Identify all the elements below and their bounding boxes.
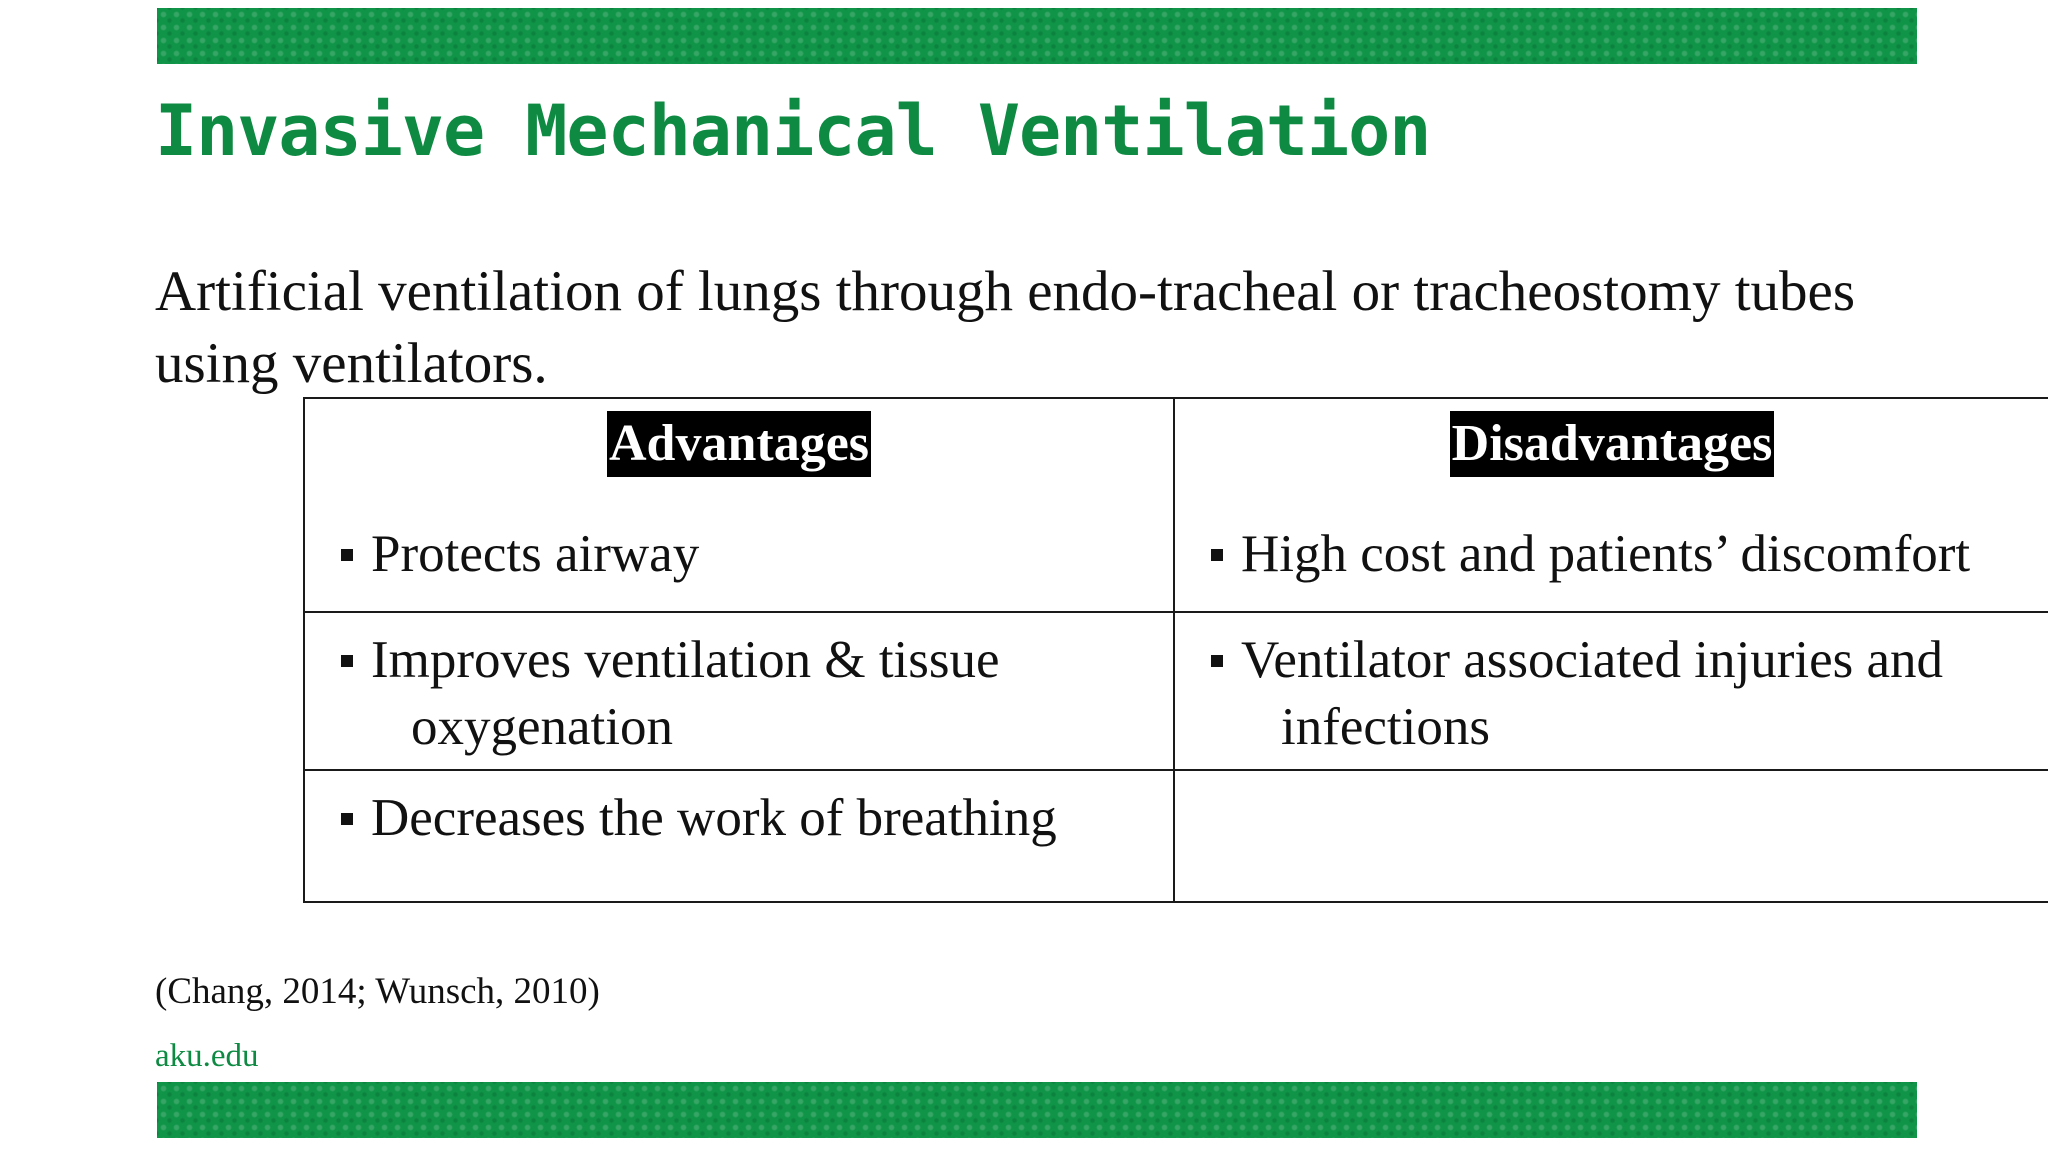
square-bullet-icon	[1211, 549, 1223, 561]
advantages-disadvantages-table	[303, 397, 2048, 903]
square-bullet-icon	[341, 813, 353, 825]
slide-title: Invasive Mechanical Ventilation	[155, 90, 1431, 172]
bottom-decorative-band	[157, 1082, 1917, 1138]
advantages-header	[305, 399, 1173, 477]
table-cell	[1174, 398, 2048, 612]
disadvantage-text: Ventilator associated injuries and infections	[1241, 631, 1944, 756]
table-cell	[1174, 612, 2048, 770]
square-bullet-icon	[341, 655, 353, 667]
table-row	[304, 612, 2048, 770]
advantage-text: Improves ventilation & tissue oxygenation	[371, 631, 1000, 756]
table-cell	[304, 770, 1174, 902]
disadvantage-item	[1175, 521, 2048, 588]
disadvantage-text: High cost and patients’ discomfort	[1241, 525, 1971, 583]
advantage-text: Decreases the work of breathing	[371, 789, 1057, 847]
table-cell	[304, 612, 1174, 770]
advantage-text: Protects airway	[371, 525, 700, 583]
citation: (Chang, 2014; Wunsch, 2010)	[155, 971, 600, 1012]
empty-table-cell	[1174, 770, 2048, 902]
table-row	[304, 398, 2048, 612]
footer-url: aku.edu	[155, 1038, 259, 1074]
advantage-item	[305, 521, 1173, 588]
top-decorative-band	[157, 8, 1917, 64]
square-bullet-icon	[1211, 655, 1223, 667]
table-row	[304, 770, 2048, 902]
table-cell	[304, 398, 1174, 612]
disadvantages-header	[1175, 399, 2048, 477]
disadvantages-header-label: Disadvantages	[1450, 411, 1775, 477]
advantage-item	[305, 785, 1173, 852]
square-bullet-icon	[341, 549, 353, 561]
disadvantage-item	[1175, 627, 2048, 761]
intro-paragraph: Artificial ventilation of lungs through endo-tracheal or tracheostomy tubes using ventilators.	[155, 260, 1856, 395]
advantage-item	[305, 627, 1173, 761]
advantages-header-label: Advantages	[607, 411, 871, 477]
